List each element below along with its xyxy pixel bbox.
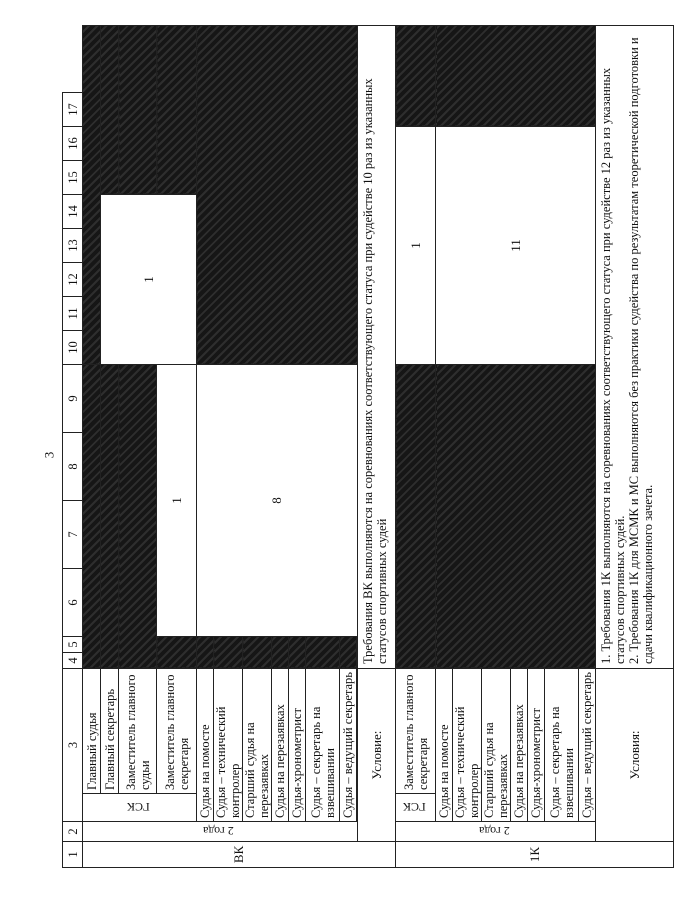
condition-text-1k [596,26,674,669]
month-header: 14 [63,195,83,229]
role-cell: Старший судья на перезаявках [482,669,511,822]
month-header: 6 [63,569,83,637]
value-1k-gsk: 1 [396,127,436,365]
condition-label-vk: Условие: [358,669,396,842]
value-vk-gsk-bottom: 1 [157,365,197,637]
shaded-cell [214,637,243,669]
role-cell: Главный секретарь [101,669,119,794]
role-cell: Заместитель главного судьи [119,669,157,794]
role-cell: Старший судья на перезаявках [243,669,272,822]
shaded-cell [436,365,596,669]
k1-row [436,26,453,868]
shaded-cell [83,26,101,365]
period-vk [83,822,358,842]
gsk-label-1k-text: ГСК [402,800,426,815]
month-header: 5 [63,637,83,653]
condition-line-2: 2. Требования 1К для МСМК и МС выполняются без практики судейства по результатам теоретической подготовки и сдачи квалификационного зачета. [627,37,655,664]
role-cell: Судья – ведущий секретарь [579,669,596,822]
month-header: 10 [63,331,83,365]
month-header: 15 [63,161,83,195]
category-vk: ВК [83,842,396,868]
shaded-cell [119,365,157,669]
role-cell: Судья на помосте [436,669,453,822]
vk-row [101,26,119,868]
shaded-cell [396,365,436,669]
col-header-3: 3 [63,669,83,822]
vk-condition-row [358,26,396,868]
vk-row [197,26,214,868]
shaded-cell [436,26,596,127]
value-vk-other: 8 [197,365,358,637]
shaded-cell [157,637,197,669]
role-cell: Заместитель главного секретаря [396,669,436,794]
period-1k-text: 2 года [478,824,510,838]
judge-requirements-table [62,25,674,868]
period-1k [396,822,596,842]
month-header: 13 [63,229,83,263]
role-cell: Судья-хронометрист [289,669,306,822]
month-header: 4 [63,653,83,669]
shaded-cell [197,637,214,669]
value-vk-gsk-top: 1 [101,195,197,365]
shaded-cell [306,637,340,669]
col-header-1: 1 [63,842,83,868]
shaded-cell [197,26,358,365]
month-header: 16 [63,127,83,161]
vk-row [157,26,197,868]
role-cell: Судья на перезаявках [272,669,289,822]
period-vk-text: 2 года [203,824,234,838]
gsk-label-vk [83,794,197,822]
gsk-label-1k [396,794,436,822]
page-number: 3 [41,451,57,459]
header-row [63,26,83,868]
condition-label-1k: Условия: [596,669,674,842]
role-cell: Заместитель главного секретаря [157,669,197,794]
role-cell: Судья – секретарь на взвешивании [306,669,340,822]
month-header: 12 [63,263,83,297]
value-1k-other: 11 [436,127,596,365]
role-cell: Судья – технический контролер [214,669,243,822]
month-header: 11 [63,297,83,331]
role-cell: Главный судья [83,669,101,794]
col-header-2: 2 [63,822,83,842]
shaded-cell [272,637,289,669]
shaded-cell [157,26,197,195]
shaded-cell [243,637,272,669]
month-header: 7 [63,501,83,569]
k1-row [396,26,436,868]
rotated-table-page [62,35,655,868]
role-cell: Судья на помосте [197,669,214,822]
condition-text-vk: Требования ВК выполняются на соревнованиях соответствующего статуса при судействе 10 раз из указанных статусов спортивных судей [358,26,396,669]
category-1k: 1К [396,842,674,868]
vk-row [83,26,101,868]
role-cell: Судья – секретарь на взвешивании [545,669,579,822]
gsk-label-vk-text: ГСК [126,800,150,815]
shaded-cell [289,637,306,669]
shaded-cell [119,26,157,195]
shaded-cell [83,365,101,669]
month-header: 17 [63,93,83,127]
vk-row [119,26,157,868]
month-header: 9 [63,365,83,433]
shaded-cell [396,26,436,127]
role-cell: Судья – ведущий секретарь [340,669,357,822]
role-cell: Судья – технический контролер [453,669,482,822]
role-cell: Судья на перезаявках [511,669,528,822]
shaded-cell [101,365,119,669]
shaded-cell [340,637,357,669]
condition-line-1: 1. Требования 1К выполняются на соревнованиях соответствующего статуса при судействе 12 раз из указанных статусов спортивных судей. [599,67,627,664]
shaded-cell [101,26,119,195]
k1-condition-row [596,26,674,868]
role-cell: Судья-хронометрист [528,669,545,822]
month-header: 8 [63,433,83,501]
